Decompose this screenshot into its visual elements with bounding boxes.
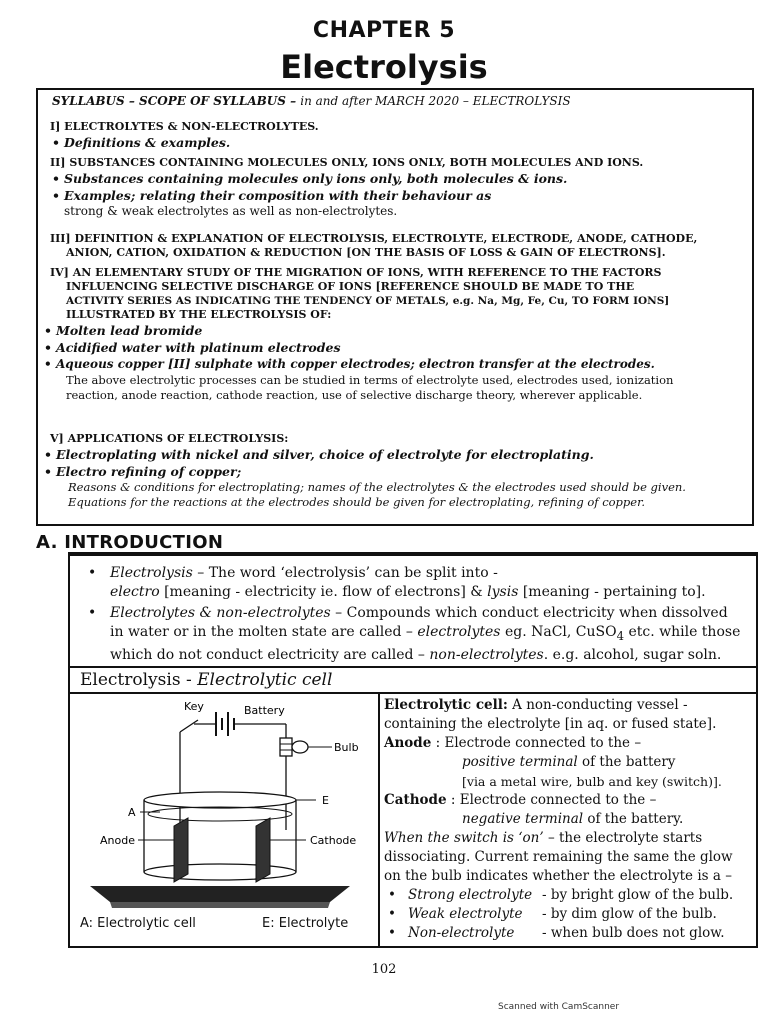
text: which do not conduct electricity are called – — [110, 646, 430, 663]
def-anode — [384, 734, 754, 753]
list-term: Non-electrolyte — [408, 925, 515, 941]
chapter-label: CHAPTER 5 — [312, 18, 456, 43]
list-item: • Strong electrolyte - by bright glow of the bulb. — [388, 887, 734, 903]
section-5-italic-2: Equations for the reactions at the electrodes should be given for electroplating, refining of copper. — [68, 495, 645, 509]
section-3-line-1: III] DEFINITION & EXPLANATION OF ELECTROLYSIS, ELECTROLYTE, ELECTRODE, ANODE, CATHODE, — [50, 232, 698, 245]
text: of the battery — [577, 754, 676, 770]
list-item: • Non-electrolyte - when bulb does not glow. — [388, 925, 725, 941]
def-electrolytic-cell-cont: containing the electrolyte [in aq. or fused state]. — [384, 716, 717, 732]
introduction-box — [68, 552, 758, 948]
page-title: Electrolysis — [280, 48, 488, 86]
column-divider — [378, 694, 380, 948]
def-electrolytic-cell — [384, 696, 754, 715]
electrolytic-cell-title — [70, 666, 756, 694]
label-battery: Battery — [244, 704, 285, 717]
section-4-bullet-3: • Aqueous copper [II] sulphate with copper electrodes; electron transfer at the electrodes. — [42, 356, 744, 373]
text: of the battery. — [583, 811, 684, 827]
text: etc. while those — [624, 624, 741, 640]
section-1-title: I] ELECTROLYTES & NON-ELECTROLYTES. — [50, 120, 319, 133]
def-anode-2 — [384, 753, 754, 772]
section-4-para-1: The above electrolytic processes can be studied in terms of electrolyte used, electrodes used, ionization — [66, 373, 674, 387]
bullet-icon: • — [88, 565, 97, 581]
section-5-bullet-1: • Electroplating with nickel and silver, choice of electrolyte for electroplating. — [42, 446, 744, 463]
section-2-bullet-2: • Examples; relating their composition with their behaviour as — [50, 187, 744, 204]
term-lysis: lysis — [487, 584, 519, 600]
section-1-bullet: • Definitions & examples. — [50, 134, 744, 151]
syllabus-heading — [52, 94, 744, 108]
switch-on-text-3: on the bulb indicates whether the electrolyte is a – — [384, 868, 732, 884]
syllabus-heading-main: SYLLABUS – SCOPE OF SYLLABUS – — [52, 94, 301, 108]
label-cathode: Cathode — [310, 834, 357, 847]
term: Anode — [384, 735, 432, 751]
text: – Compounds which conduct electricity when dissolved — [330, 605, 728, 621]
def-cathode-2 — [384, 810, 754, 829]
label-anode: Anode — [100, 834, 135, 847]
term-electro: electro — [110, 584, 160, 600]
term-electrolysis: Electrolysis — [110, 565, 193, 581]
section-5-italic-1: Reasons & conditions for electroplating; names of the electrolytes & the electrodes used should be given. — [68, 480, 686, 494]
switch-on-text-2: dissociating. Current remaining the same the glow — [384, 849, 733, 865]
text: [meaning - pertaining to]. — [518, 584, 706, 600]
section-4-line-4: ILLUSTRATED BY THE ELECTROLYSIS OF: — [66, 308, 332, 321]
list-term: Strong electrolyte — [408, 887, 533, 903]
text: eg. NaCl, CuSO — [500, 624, 617, 640]
text: negative terminal — [462, 811, 584, 827]
section-4-bullet-2: • Acidified water with platinum electrodes — [42, 339, 744, 356]
def-anode-3: [via a metal wire, bulb and key (switch)]. — [462, 774, 722, 789]
intro-item-electrolysis — [84, 564, 746, 602]
term: electrolytes — [417, 624, 501, 640]
term: Cathode — [384, 792, 447, 808]
text: in water or in the molten state are called – — [110, 624, 418, 640]
text: – the electrolyte starts — [543, 830, 703, 846]
section-4-line-3: ACTIVITY SERIES AS INDICATING THE TENDENCY OF METALS, e.g. Na, Mg, Fe, Cu, TO FORM IONS] — [66, 295, 670, 307]
syllabus-heading-sub: in and after MARCH 2020 – ELECTROLYSIS — [300, 94, 571, 108]
introduction-heading: A. INTRODUCTION — [36, 532, 224, 553]
label-a: A — [128, 806, 136, 819]
section-5-title: V] APPLICATIONS OF ELECTROLYSIS: — [50, 432, 289, 445]
text: When the switch is ‘on’ — [384, 830, 544, 846]
text: : Electrode connected to the – — [431, 735, 642, 751]
list-desc: - by dim glow of the bulb. — [542, 906, 717, 922]
electrolytic-cell-figure — [70, 696, 376, 916]
term: non-electrolytes — [429, 646, 544, 663]
text: . e.g. alcohol, sugar soln. — [543, 646, 722, 663]
cell-definitions — [384, 696, 754, 943]
section-2-bullet-2-cont: strong & weak electrolytes as well as non-electrolytes. — [64, 204, 398, 218]
term: Electrolytic cell: — [384, 697, 508, 713]
term-electrolytes: Electrolytes & non-electrolytes — [110, 605, 331, 621]
list-desc: - by bright glow of the bulb. — [542, 887, 734, 903]
caption-electrolyte: E: Electrolyte — [262, 916, 349, 931]
scanner-watermark: Scanned with CamScanner — [498, 1002, 620, 1012]
list-term: Weak electrolyte — [408, 906, 523, 922]
caption-electrolytic-cell: A: Electrolytic cell — [80, 916, 196, 931]
section-4-bullet-1: • Molten lead bromide — [42, 322, 744, 339]
section-4-para-2: reaction, anode reaction, cathode reaction, use of selective discharge theory, wherever applicable. — [66, 388, 643, 402]
text: – The word ‘electrolysis’ can be split into - — [192, 565, 498, 581]
list-item: • Weak electrolyte - by dim glow of the bulb. — [388, 906, 717, 922]
label-e: E — [322, 794, 329, 807]
def-cathode — [384, 791, 754, 810]
text: : Electrode connected to the – — [446, 792, 657, 808]
section-4-line-2: INFLUENCING SELECTIVE DISCHARGE OF IONS [REFERENCE SHOULD BE MADE TO THE — [66, 280, 635, 293]
section-4-line-1: IV] AN ELEMENTARY STUDY OF THE MIGRATION OF IONS, WITH REFERENCE TO THE FACTORS — [50, 266, 662, 279]
page-number: 102 — [371, 962, 397, 977]
switch-on-text — [384, 829, 754, 848]
text: [meaning - electricity ie. flow of electrons] & — [159, 584, 488, 600]
label-key: Key — [184, 700, 204, 713]
intro-item-electrolytes — [84, 604, 746, 665]
section-2-title: II] SUBSTANCES CONTAINING MOLECULES ONLY, IONS ONLY, BOTH MOLECULES AND IONS. — [50, 156, 644, 169]
text: positive terminal — [462, 754, 578, 770]
syllabus-box — [36, 88, 754, 526]
section-5-bullet-2: • Electro refining of copper; — [42, 463, 744, 480]
bullet-icon: • — [88, 605, 97, 621]
subscript: 4 — [616, 628, 625, 643]
title-main: Electrolysis - — [80, 670, 198, 690]
label-bulb: Bulb — [334, 741, 359, 754]
section-2-bullet-1: • Substances containing molecules only ions only, both molecules & ions. — [50, 170, 744, 187]
text: A non-conducting vessel - — [507, 697, 688, 713]
section-3-line-2: ANION, CATION, OXIDATION & REDUCTION [ON THE BASIS OF LOSS & GAIN OF ELECTRONS]. — [66, 246, 666, 259]
list-desc: - when bulb does not glow. — [542, 925, 725, 941]
title-sub: Electrolytic cell — [197, 670, 333, 690]
